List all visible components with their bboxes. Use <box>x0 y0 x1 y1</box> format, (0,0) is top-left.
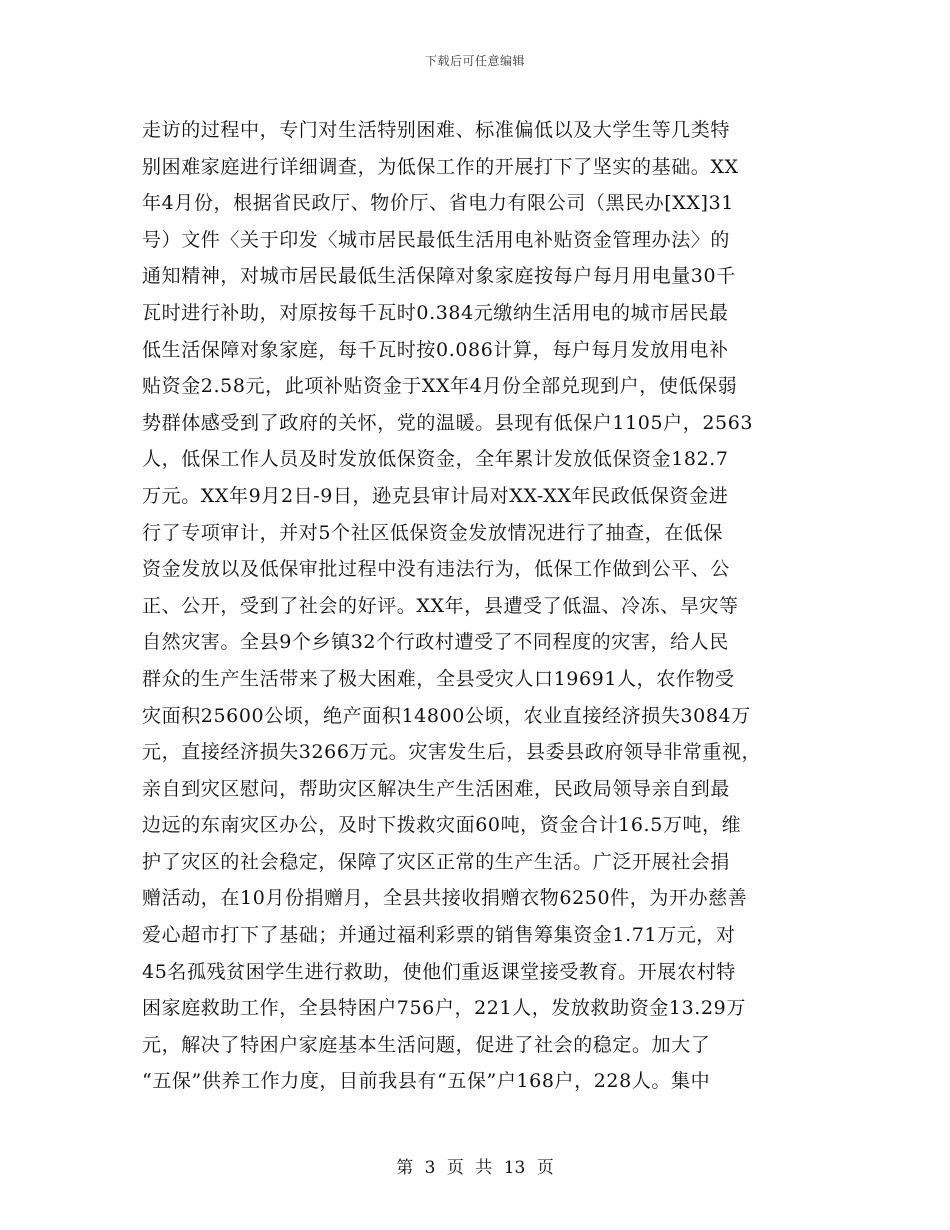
text-line: “五保”供养工作力度，目前我县有“五保”户168户，228人。集中 <box>142 1070 711 1093</box>
page-header: 下载后可任意编辑 <box>424 54 525 68</box>
text-line: 行了专项审计，并对5个社区低保资金发放情况进行了抽查，在低保 <box>142 521 724 544</box>
text-line: 瓦时进行补助，对原按每千瓦时0.384元缴纳生活用电的城市居民最 <box>142 301 729 324</box>
text-line: 困家庭救助工作，全县特困户756户，221人，发放救助资金13.29万 <box>142 997 746 1020</box>
text-line: 万元。XX年9月2日-9日，逊克县审计局对XX-XX年民政低保资金进 <box>142 484 729 507</box>
text-line: 自然灾害。全县9个乡镇32个行政村遭受了不同程度的灾害，给人民 <box>142 631 729 654</box>
text-line: 45名孤残贫困学生进行救助，使他们重返课堂接受教育。开展农村特 <box>142 960 736 983</box>
text-line: 灾面积25600公顷，绝产面积14800公顷，农业直接经济损失3084万 <box>142 704 751 727</box>
text-line: 年4月份，根据省民政厅、物价厅、省电力有限公司（黑民办[XX]31 <box>142 192 734 215</box>
text-line: 人，低保工作人员及时发放低保资金，全年累计发放低保资金182.7 <box>142 448 729 471</box>
text-line: 贴资金2.58元，此项补贴资金于XX年4月份全部兑现到户，使低保弱 <box>142 375 738 398</box>
text-line: 资金发放以及低保审批过程中没有违法行为，低保工作做到公平、公 <box>142 558 731 581</box>
text-line: 通知精神，对城市居民最低生活保障对象家庭按每户每月用电量30千 <box>142 265 736 288</box>
page-number-footer: 第 3 页 共 13 页 <box>396 1158 554 1178</box>
text-line: 元，解决了特困户家庭基本生活问题，促进了社会的稳定。加大了 <box>142 1033 711 1056</box>
text-line: 边远的东南灾区办公，及时下拨救灾面60吨，资金合计16.5万吨，维 <box>142 814 742 837</box>
text-line: 正、公开，受到了社会的好评。XX年，县遭受了低温、冷冻、旱灾等 <box>142 594 739 617</box>
text-line: 号）文件〈关于印发〈城市居民最低生活用电补贴资金管理办法〉的 <box>142 228 731 251</box>
text-line: 群众的生产生活带来了极大困难，全县受灾人口19691人，农作物受 <box>142 667 735 690</box>
body-text <box>142 112 814 1100</box>
text-line: 势群体感受到了政府的关怀，党的温暖。县现有低保户1105户，2563 <box>142 411 754 434</box>
text-line: 护了灾区的社会稳定，保障了灾区正常的生产生活。广泛开展社会捐 <box>142 850 731 873</box>
text-line: 亲自到灾区慰问，帮助灾区解决生产生活困难，民政局领导亲自到最 <box>142 777 731 800</box>
text-line: 低生活保障对象家庭，每千瓦时按0.086计算，每户每月发放用电补 <box>142 338 729 361</box>
text-line: 走访的过程中，专门对生活特别困难、标准偏低以及大学生等几类特 <box>142 119 731 141</box>
text-line: 元，直接经济损失3266万元。灾害发生后，县委县政府领导非常重视， <box>142 741 762 764</box>
text-line: 赠活动，在10月份捐赠月，全县共接收捐赠衣物6250件，为开办慈善 <box>142 887 748 910</box>
text-line: 别困难家庭进行详细调查，为低保工作的开展打下了坚实的基础。XX <box>142 155 739 178</box>
text-line: 爱心超市打下了基础；并通过福利彩票的销售筹集资金1.71万元，对 <box>142 924 736 947</box>
